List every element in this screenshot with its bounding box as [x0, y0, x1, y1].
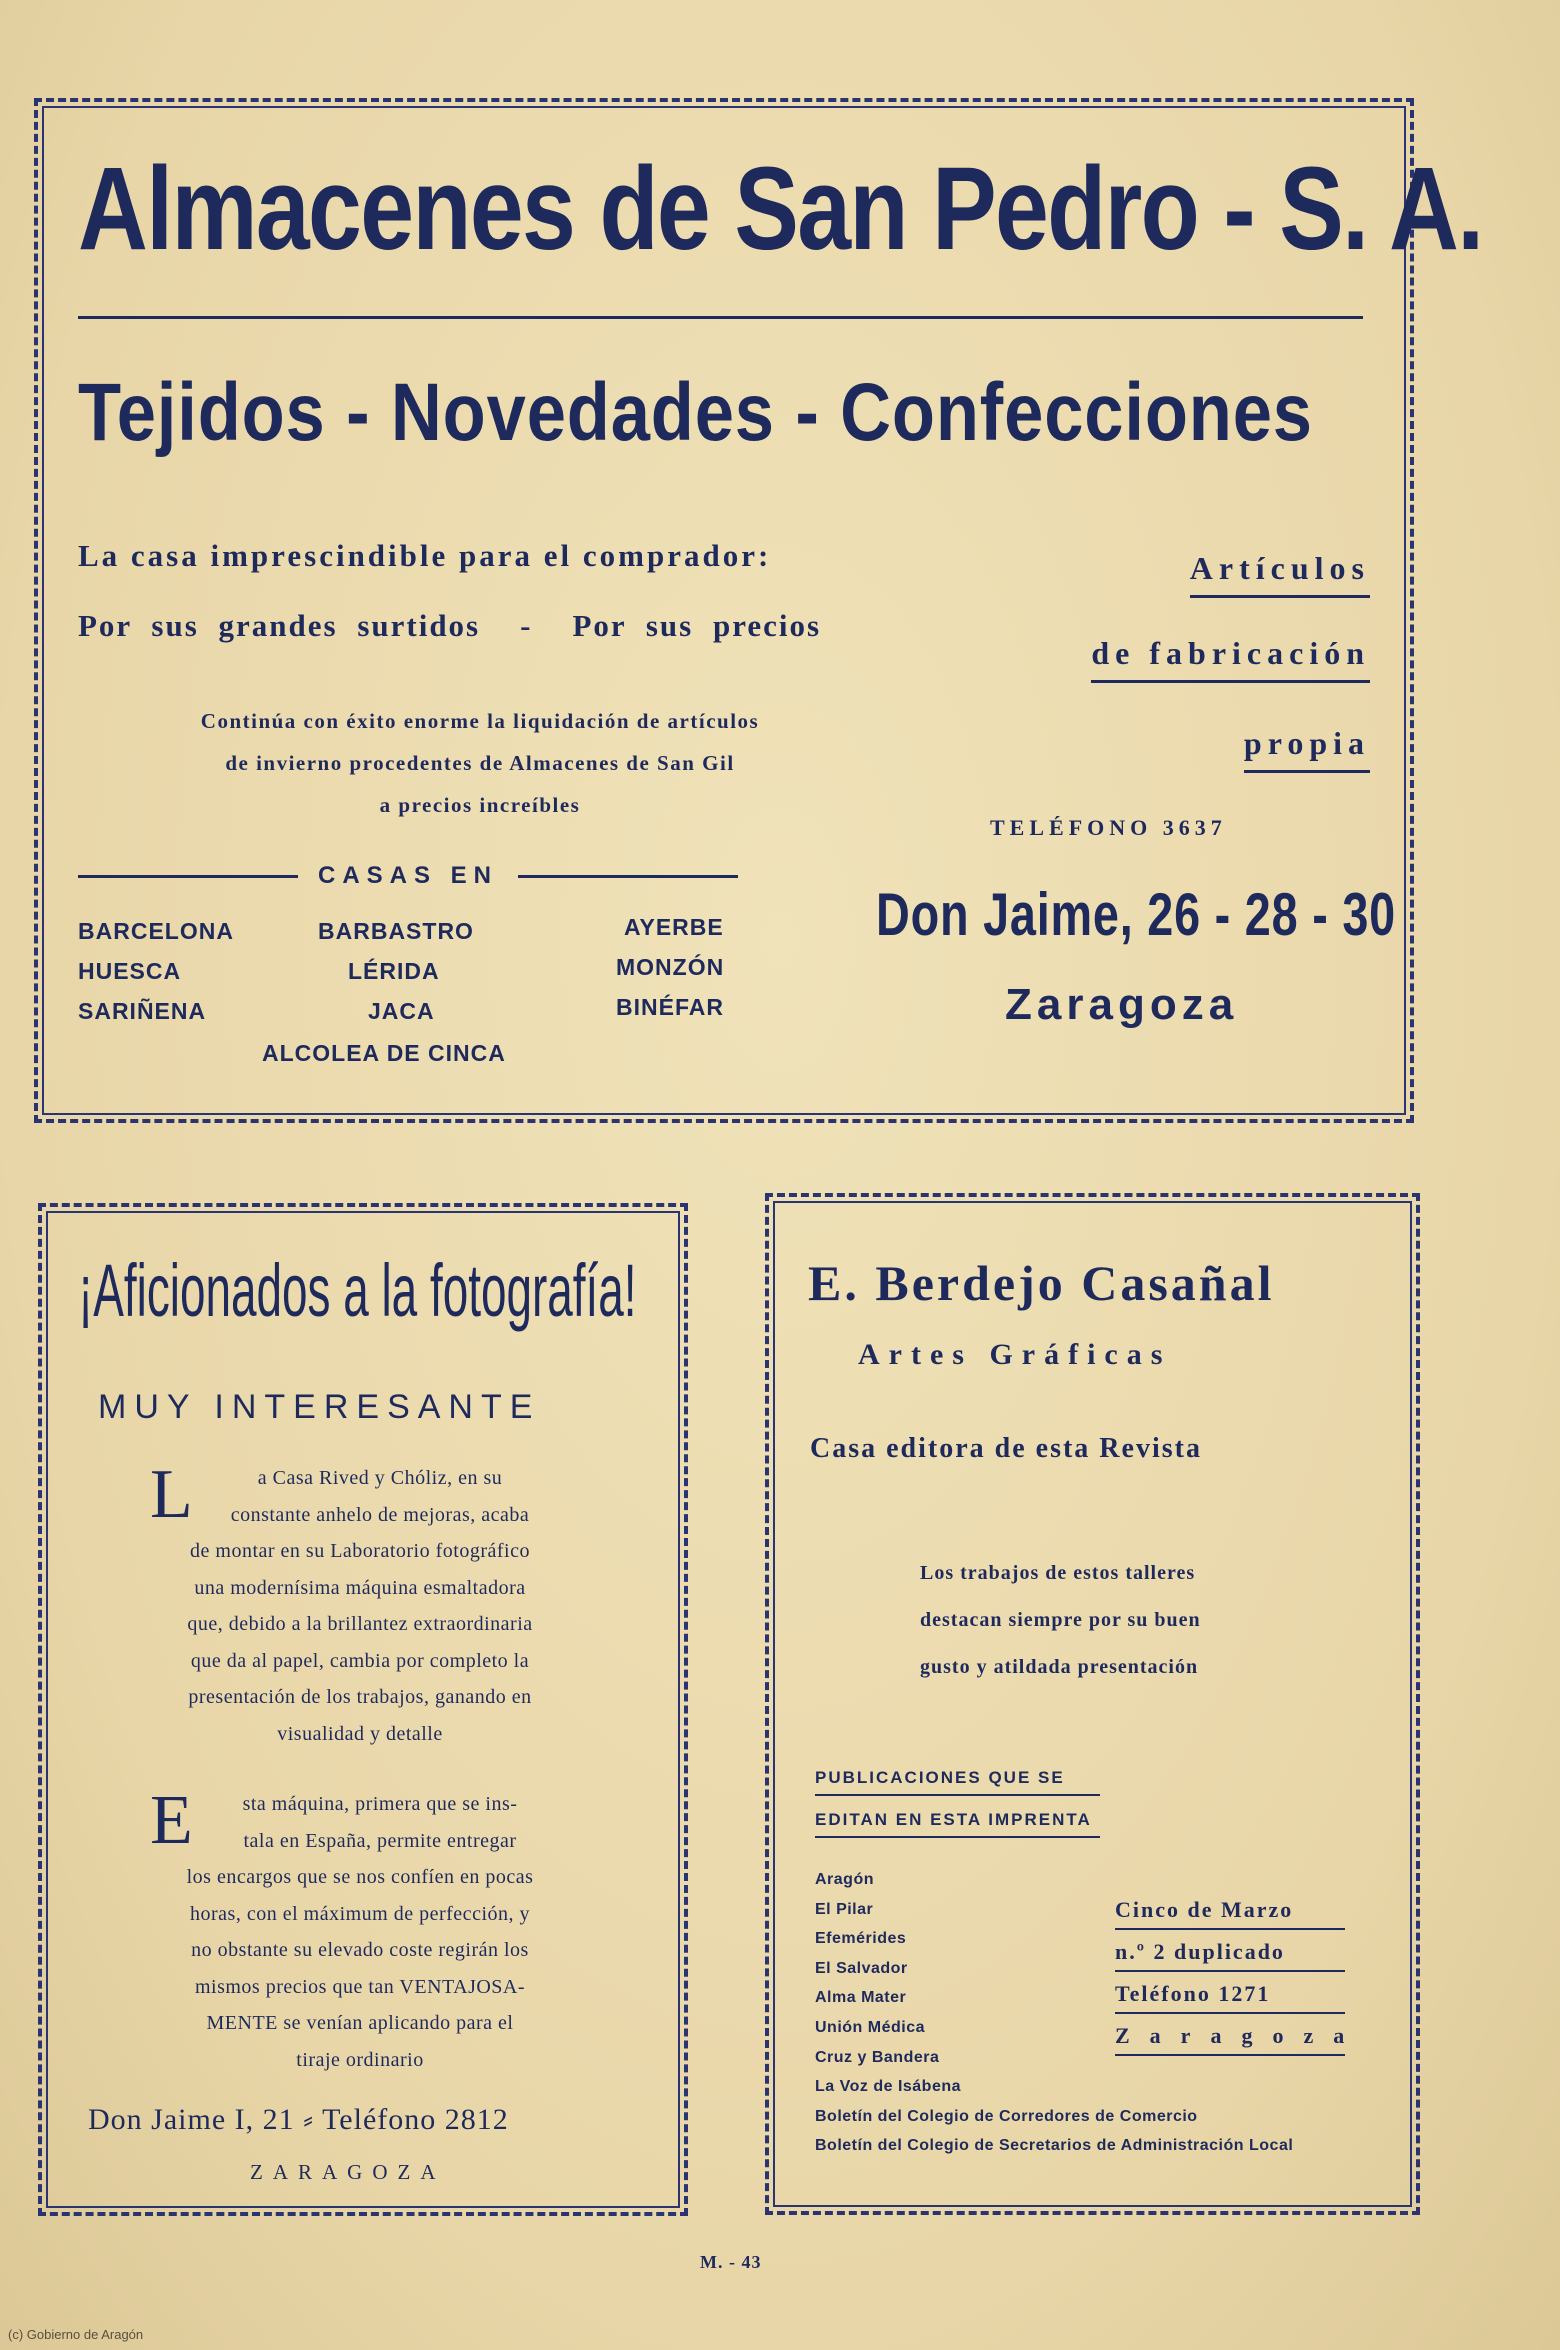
text-line: presentación de los trabajos, ganando en: [188, 1686, 532, 1708]
heading-line: PUBLICACIONES QUE SE: [815, 1762, 1100, 1796]
ad1-telefono: TELÉFONO 3637: [990, 815, 1227, 840]
ad2-paragraph-1: [150, 1456, 570, 1752]
text-line: los encargos que se nos confíen en pocas: [186, 1866, 534, 1888]
city: BINÉFAR: [616, 994, 724, 1020]
ad1-title: Almacenes de San Pedro - S. A.: [78, 143, 1483, 275]
text-line: que, debido a la brillantez extraordinaria: [187, 1613, 533, 1635]
text-line: tala en España, permite entregar: [243, 1829, 517, 1852]
list-item: Boletín del Colegio de Corredores de Comercio: [815, 2107, 1198, 2125]
city: BARBASTRO: [318, 918, 474, 944]
articulos-line: de fabricación: [1091, 635, 1370, 683]
ad1-tagline: La casa imprescindible para el comprador:: [78, 538, 772, 573]
text-line: mismos precios que tan VENTAJOSA-: [194, 1975, 526, 1998]
list-item: Boletín del Colegio de Secretarios de Administración Local: [815, 2137, 1294, 2155]
ad1-tagline-2a: Por sus grandes surtidos: [78, 608, 481, 643]
ad1-casas-heading: [78, 862, 738, 890]
city: SARIÑENA: [78, 998, 207, 1024]
text-line: MENTE se venían aplicando para el: [206, 2012, 514, 2034]
list-item: Cruz y Bandera: [815, 2048, 940, 2066]
city: LÉRIDA: [348, 958, 440, 984]
ad1-liquidation: [130, 700, 830, 826]
ad2-title: ¡Aficionados a la fotografía!: [78, 1249, 637, 1332]
list-item: Efemérides: [815, 1930, 907, 1948]
city: AYERBE: [624, 914, 724, 940]
ad3-publications-heading: [815, 1762, 1100, 1846]
ad1-articulos: [1050, 550, 1370, 790]
ad3-subtitle-2: Casa editora de esta Revista: [810, 1433, 1202, 1464]
articulos-line: Artículos: [1190, 550, 1370, 598]
list-item: Aragón: [815, 1871, 874, 1888]
text-line: no obstante su elevado coste regirán los: [191, 1939, 529, 1961]
ad2-address: Don Jaime I, 21 ⸗ Teléfono 2812: [88, 2103, 509, 2136]
casas-label: CASAS EN: [317, 862, 499, 889]
ad3-body: [880, 1550, 1320, 1691]
address-line: Cinco de Marzo: [1115, 1892, 1345, 1930]
city: ALCOLEA DE CINCA: [262, 1040, 506, 1066]
ad1-address: Don Jaime, 26 - 28 - 30: [876, 881, 1396, 948]
text-line: horas, con el máximum de perfección, y: [190, 1902, 530, 1925]
ad1-tagline-2: [78, 608, 821, 644]
ad1-subtitle: Tejidos - Novedades - Confecciones: [78, 367, 1313, 458]
ad2-subtitle: MUY INTERESANTE: [98, 1388, 541, 1426]
list-item: El Pilar: [815, 1900, 874, 1918]
ad1-tagline-2b: Por sus precios: [572, 608, 822, 643]
text-line: de montar en su Laboratorio fotográfico: [190, 1540, 530, 1562]
address-line: Zaragoza: [1115, 2018, 1345, 2056]
city: MONZÓN: [616, 954, 725, 980]
text-line: tiraje ordinario: [296, 2048, 424, 2071]
list-item: La Voz de Isábena: [815, 2078, 962, 2096]
ad2-city: ZARAGOZA: [250, 2160, 446, 2184]
ad3-name: E. Berdejo Casañal: [808, 1255, 1275, 1311]
ad2-paragraph-2: [150, 1782, 570, 2078]
heading-line: EDITAN EN ESTA IMPRENTA: [815, 1804, 1100, 1838]
dropcap: L: [150, 1456, 193, 1533]
city: HUESCA: [78, 958, 182, 984]
text-line: sta máquina, primera que se ins-: [242, 1793, 518, 1815]
liq-line: de invierno procedentes de Almacenes de San Gil: [225, 751, 735, 775]
ad3-address: [1115, 1892, 1365, 2060]
city: JACA: [368, 998, 435, 1024]
divider: [78, 875, 298, 878]
liq-line: a precios increíbles: [379, 793, 581, 817]
dropcap: E: [150, 1782, 193, 1859]
list-item: Alma Mater: [815, 1989, 907, 2007]
divider: [518, 875, 738, 878]
ad3-subtitle: Artes Gráficas: [858, 1338, 1172, 1371]
text-line: destacan siempre por su buen: [920, 1609, 1201, 1631]
liq-line: Continúa con éxito enorme la liquidación de artículos: [200, 709, 760, 733]
text-line: gusto y atildada presentación: [920, 1656, 1199, 1678]
copyright-notice: (c) Gobierno de Aragón: [8, 2327, 144, 2342]
address-line: Teléfono 1271: [1115, 1976, 1345, 2014]
text-line: una modernísima máquina esmaltadora: [194, 1576, 526, 1599]
city: BARCELONA: [78, 918, 234, 944]
text-line: que da al papel, cambia por completo la: [190, 1649, 530, 1672]
address-line: n.º 2 duplicado: [1115, 1934, 1345, 1972]
articulos-line: propia: [1244, 725, 1370, 773]
page-number: M. - 43: [700, 2252, 762, 2272]
ad1-city: Zaragoza: [1005, 980, 1239, 1029]
list-item: El Salvador: [815, 1959, 908, 1977]
list-item: Unión Médica: [815, 2018, 926, 2036]
text-line: a Casa Rived y Chóliz, en su: [257, 1467, 503, 1489]
text-line: constante anhelo de mejoras, acaba: [230, 1503, 530, 1526]
ad1-tagline-sep: -: [520, 608, 533, 643]
text-line: Los trabajos de estos talleres: [920, 1562, 1196, 1584]
ad1-title-rule: [78, 316, 1363, 319]
text-line: visualidad y detalle: [277, 1722, 443, 1745]
